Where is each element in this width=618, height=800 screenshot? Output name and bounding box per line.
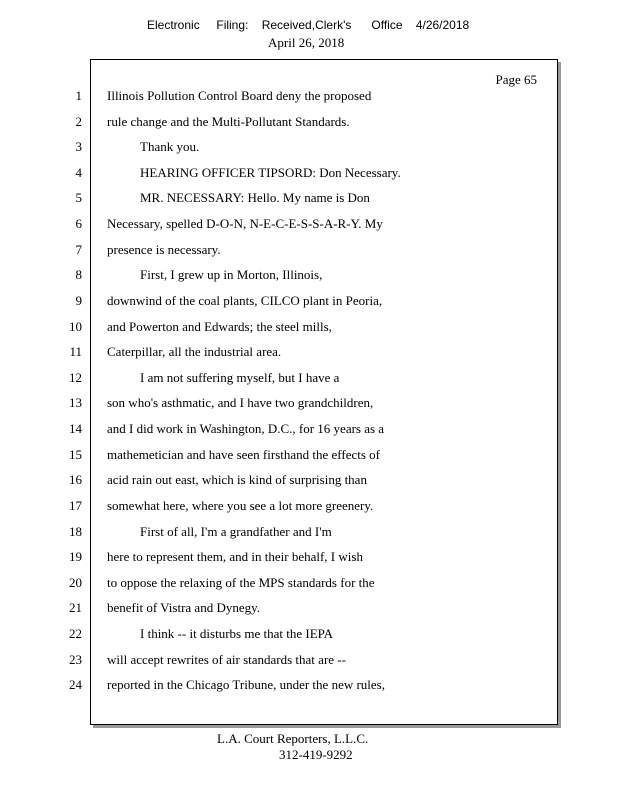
line-text: rule change and the Multi-Pollutant Standards.	[107, 113, 350, 129]
transcript-line	[0, 652, 618, 678]
transcript-line	[0, 190, 618, 216]
line-number: 24	[69, 677, 82, 693]
line-text: somewhat here, where you see a lot more greenery.	[107, 497, 374, 513]
line-number: 5	[75, 190, 82, 206]
filing-header	[0, 18, 618, 52]
line-number: 21	[69, 600, 82, 616]
line-text: Thank you.	[140, 139, 200, 155]
transcript-line	[0, 549, 618, 575]
transcript-line	[0, 139, 618, 165]
transcript-line	[0, 677, 618, 703]
transcript-line	[0, 421, 618, 447]
line-number: 16	[69, 472, 82, 488]
line-text: reported in the Chicago Tribune, under the new rules,	[107, 677, 385, 693]
line-text: Caterpillar, all the industrial area.	[107, 344, 282, 360]
line-text: HEARING OFFICER TIPSORD: Don Necessary.	[140, 164, 401, 180]
line-number: 19	[69, 549, 82, 565]
line-number: 1	[75, 88, 82, 103]
line-number: 7	[75, 241, 82, 257]
line-text: downwind of the coal plants, CILCO plant in Peoria,	[107, 292, 383, 308]
line-text: acid rain out east, which is kind of surprising than	[107, 472, 367, 488]
reporter-phone: 312-419-9292	[279, 747, 353, 762]
line-number: 8	[75, 267, 82, 283]
transcript-line	[0, 524, 618, 550]
reporter-company: L.A. Court Reporters, L.L.C.	[217, 731, 369, 746]
line-text: First, I grew up in Morton, Illinois,	[140, 267, 323, 283]
line-number: 11	[69, 344, 82, 360]
line-number: 4	[75, 164, 82, 180]
line-text: mathemetician and have seen firsthand the effects of	[107, 446, 381, 462]
transcript-line	[0, 370, 618, 396]
line-text: Necessary, spelled D-O-N, N-E-C-E-S-S-A-R-Y. My	[107, 216, 383, 232]
line-number: 3	[75, 139, 82, 155]
line-number: 2	[75, 113, 82, 129]
line-number: 23	[69, 651, 82, 667]
page-number: Page 65	[495, 72, 537, 87]
line-number: 20	[69, 574, 82, 590]
transcript-line	[0, 319, 618, 345]
line-text: here to represent them, and in their behalf, I wish	[107, 549, 363, 565]
line-text: I think -- it disturbs me that the IEPA	[140, 626, 334, 642]
transcript-line	[0, 447, 618, 473]
line-number: 12	[69, 369, 82, 385]
filing-stamp: Electronic Filing: Received,Clerk's Office 4/26/2018	[147, 18, 470, 32]
line-text: and I did work in Washington, D.C., for 16 years as a	[107, 421, 385, 437]
line-text: MR. NECESSARY: Hello. My name is Don	[140, 190, 370, 206]
line-number: 13	[69, 395, 82, 411]
line-number: 14	[69, 421, 82, 437]
line-text: will accept rewrites of air standards that are --	[107, 651, 346, 667]
line-text: benefit of Vistra and Dynegy.	[107, 600, 261, 616]
line-number: 18	[69, 523, 82, 539]
line-text: First of all, I'm a grandfather and I'm	[140, 523, 332, 539]
transcript-line	[0, 472, 618, 498]
transcript-line	[0, 344, 618, 370]
line-number: 17	[69, 497, 82, 513]
line-number: 10	[69, 318, 82, 334]
line-text: presence is necessary.	[107, 241, 221, 257]
transcript-line	[0, 216, 618, 242]
filing-date: April 26, 2018	[268, 35, 345, 50]
transcript-line	[0, 242, 618, 268]
line-text: to oppose the relaxing of the MPS standards for the	[107, 574, 375, 590]
line-text: and Powerton and Edwards; the steel mills,	[107, 318, 332, 334]
transcript-line	[0, 267, 618, 293]
transcript-line	[0, 600, 618, 626]
line-text: son who's asthmatic, and I have two grandchildren,	[107, 395, 374, 411]
line-text: I am not suffering myself, but I have a	[140, 369, 340, 385]
transcript-line	[0, 395, 618, 421]
transcript-line	[0, 165, 618, 191]
line-number: 6	[75, 216, 82, 232]
transcript-line	[0, 498, 618, 524]
line-text: Illinois Pollution Control Board deny the proposed	[107, 88, 372, 103]
line-number: 9	[75, 292, 82, 308]
transcript-line	[0, 114, 618, 140]
transcript-line	[0, 88, 618, 114]
transcript-line	[0, 293, 618, 319]
line-number: 22	[69, 626, 82, 642]
line-number: 15	[69, 446, 82, 462]
transcript-line	[0, 626, 618, 652]
transcript-line	[0, 575, 618, 601]
